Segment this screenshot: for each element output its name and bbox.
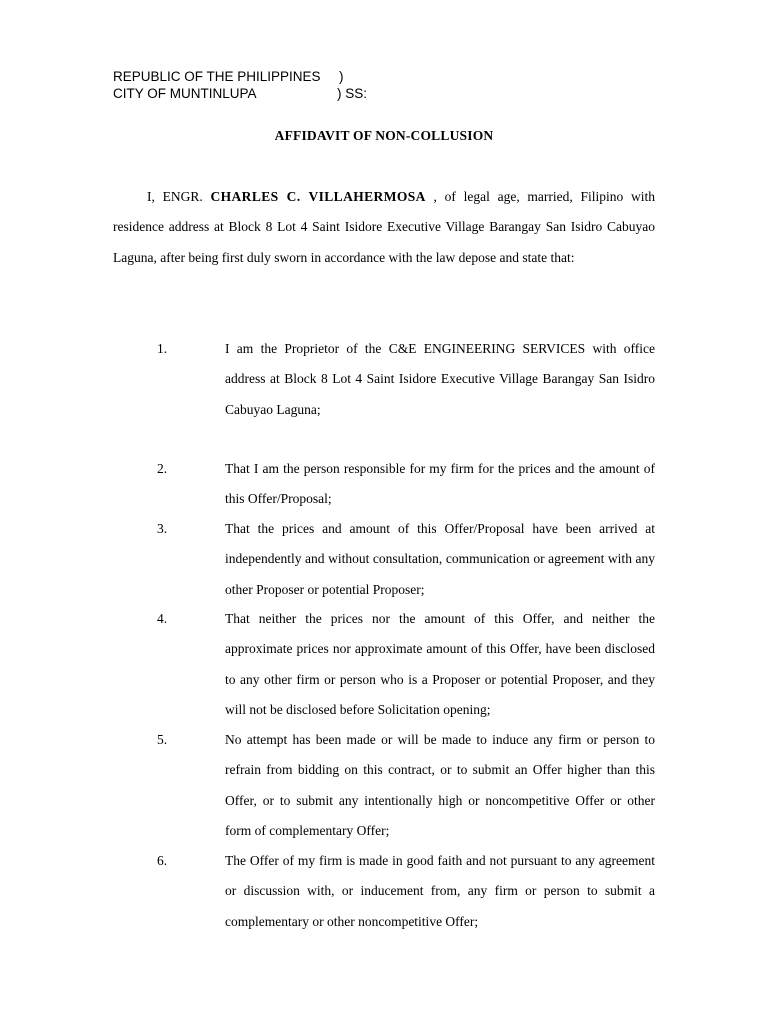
intro-paragraph (113, 182, 655, 273)
item-text: The Offer of my firm is made in good faith and not pursuant to any agreement or discussion with, or inducement from, any firm or person to submit a complementary or other noncompetitive Offer; (225, 853, 655, 929)
item-number: 5. (157, 732, 168, 747)
city-label: CITY OF MUNTINLUPA (113, 86, 257, 101)
country-label: REPUBLIC OF THE PHILIPPINES (113, 69, 321, 84)
affiant-name: CHARLES C. VILLAHERMOSA (210, 189, 426, 204)
item-text: No attempt has been made or will be made to induce any firm or person to refrain from bidding on this contract, or to submit an Offer higher than this Offer, or to submit any intentionally high or noncompetitive Offer or other form of complementary Offer; (225, 732, 655, 839)
document-title: AFFIDAVIT OF NON-COLLUSION (274, 128, 494, 143)
caption-ss-marker: ) SS: (337, 86, 368, 101)
item-text: That neither the prices nor the amount of this Offer, and neither the approximate prices nor approximate amount of this Offer, have been disclosed to any other firm or person who is a Proposer or potential Proposer, and they will not be disclosed before Solicitation opening; (225, 611, 655, 718)
item-text: That the prices and amount of this Offer/Proposal have been arrived at independently and without consultation, communication or agreement with any other Proposer or potential Proposer; (225, 521, 655, 597)
item-text: I am the Proprietor of the C&E ENGINEERING SERVICES with office address at Block 8 Lot 4 Saint Isidore Executive Village Barangay San Isidro Cabuyao Laguna; (225, 341, 655, 417)
intro-body: , of legal age, married, Filipino with residence address at Block 8 Lot 4 Saint Isidore Executive Village Barangay San Isidro Cabuyao Laguna, after being first duly sworn in accordance with the law depose and state that: (113, 189, 655, 265)
item-number: 6. (157, 853, 168, 868)
item-number: 3. (157, 521, 168, 536)
item-number: 1. (157, 341, 168, 356)
item-text: That I am the person responsible for my firm for the prices and the amount of this Offer/Proposal; (225, 461, 655, 507)
item-number: 4. (157, 611, 168, 626)
item-number: 2. (157, 461, 168, 476)
intro-prefix: I, ENGR. (147, 189, 211, 204)
caption-bracket: ) (339, 69, 344, 84)
